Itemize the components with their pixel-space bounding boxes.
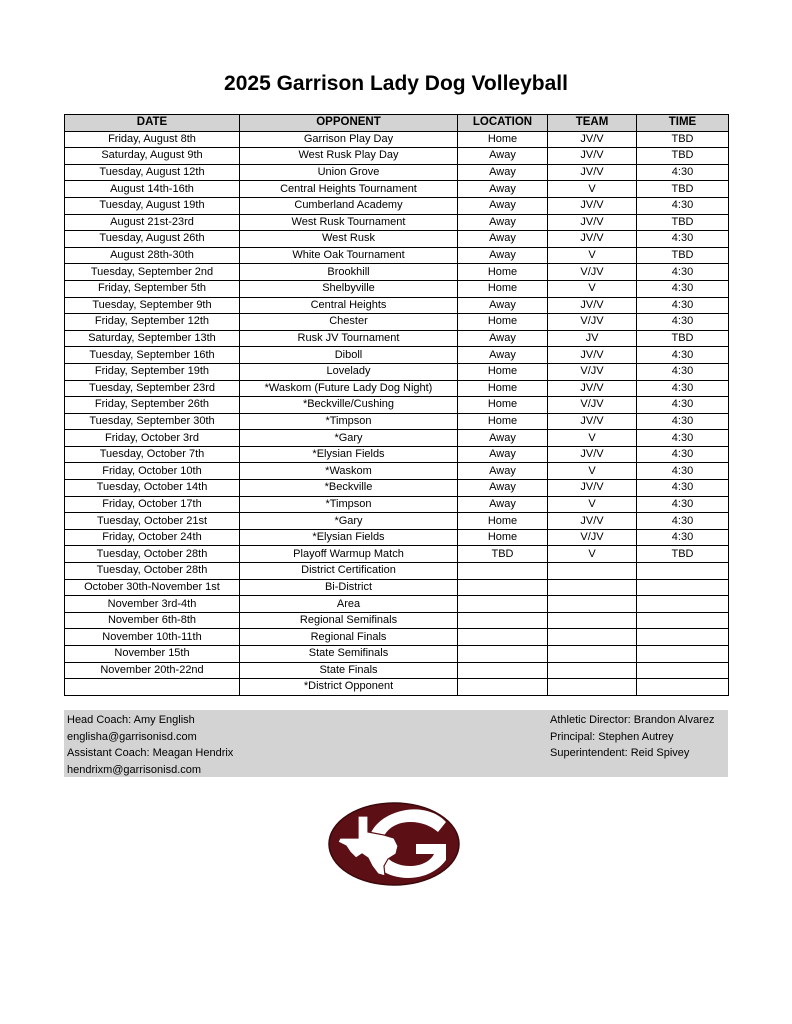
cell-opponent: *District Opponent xyxy=(240,679,458,696)
cell-location: Away xyxy=(458,463,548,480)
cell-time: 4:30 xyxy=(637,380,729,397)
cell-opponent: *Timpson xyxy=(240,496,458,513)
table-row xyxy=(65,280,729,297)
table-row xyxy=(65,297,729,314)
cell-team xyxy=(548,612,637,629)
cell-location: Away xyxy=(458,446,548,463)
cell-team: JV/V xyxy=(548,446,637,463)
table-row xyxy=(65,164,729,181)
page-title: 2025 Garrison Lady Dog Volleyball xyxy=(224,72,568,95)
table-row xyxy=(65,612,729,629)
cell-opponent: Garrison Play Day xyxy=(240,131,458,148)
cell-time xyxy=(637,579,729,596)
cell-location: Home xyxy=(458,363,548,380)
cell-team xyxy=(548,679,637,696)
cell-opponent: *Beckville xyxy=(240,480,458,497)
table-row xyxy=(65,197,729,214)
cell-time: 4:30 xyxy=(637,397,729,414)
cell-opponent: Rusk JV Tournament xyxy=(240,330,458,347)
header-row xyxy=(65,115,729,132)
cell-time: 4:30 xyxy=(637,280,729,297)
cell-opponent: *Waskom (Future Lady Dog Night) xyxy=(240,380,458,397)
cell-date: Friday, September 19th xyxy=(65,363,240,380)
cell-opponent: Shelbyville xyxy=(240,280,458,297)
cell-opponent: *Gary xyxy=(240,430,458,447)
cell-opponent: Chester xyxy=(240,314,458,331)
cell-date: Friday, September 12th xyxy=(65,314,240,331)
cell-location: Home xyxy=(458,529,548,546)
cell-team: V xyxy=(548,247,637,264)
table-row xyxy=(65,214,729,231)
cell-location xyxy=(458,662,548,679)
cell-location xyxy=(458,646,548,663)
cell-time: 4:30 xyxy=(637,513,729,530)
col-header-time: TIME xyxy=(637,115,729,132)
cell-location: Away xyxy=(458,214,548,231)
cell-team: V xyxy=(548,181,637,198)
table-row xyxy=(65,347,729,364)
cell-team: V/JV xyxy=(548,397,637,414)
cell-time: 4:30 xyxy=(637,297,729,314)
cell-date: Tuesday, September 23rd xyxy=(65,380,240,397)
cell-location: Home xyxy=(458,314,548,331)
cell-time: TBD xyxy=(637,148,729,165)
schedule-table xyxy=(64,114,729,696)
cell-opponent: *Elysian Fields xyxy=(240,446,458,463)
cell-team: V xyxy=(548,463,637,480)
cell-time: 4:30 xyxy=(637,529,729,546)
cell-time xyxy=(637,563,729,580)
cell-team xyxy=(548,596,637,613)
cell-time: 4:30 xyxy=(637,347,729,364)
cell-team xyxy=(548,662,637,679)
cell-date: Friday, October 17th xyxy=(65,496,240,513)
table-row xyxy=(65,596,729,613)
cell-location: Away xyxy=(458,330,548,347)
cell-date: August 28th-30th xyxy=(65,247,240,264)
cell-team xyxy=(548,579,637,596)
cell-date: November 15th xyxy=(65,646,240,663)
cell-time: 4:30 xyxy=(637,413,729,430)
cell-team xyxy=(548,563,637,580)
cell-time: 4:30 xyxy=(637,197,729,214)
cell-location xyxy=(458,629,548,646)
cell-opponent: West Rusk Play Day xyxy=(240,148,458,165)
table-row xyxy=(65,148,729,165)
cell-date: Saturday, August 9th xyxy=(65,148,240,165)
cell-team: JV/V xyxy=(548,513,637,530)
table-row xyxy=(65,646,729,663)
cell-time: 4:30 xyxy=(637,363,729,380)
cell-date: Tuesday, October 14th xyxy=(65,480,240,497)
cell-team: V xyxy=(548,430,637,447)
col-header-opponent: OPPONENT xyxy=(240,115,458,132)
cell-date: August 21st-23rd xyxy=(65,214,240,231)
cell-opponent: White Oak Tournament xyxy=(240,247,458,264)
cell-date: Friday, August 8th xyxy=(65,131,240,148)
athletic-director: Athletic Director: Brandon Alvarez xyxy=(550,714,715,726)
table-row xyxy=(65,496,729,513)
table-row xyxy=(65,563,729,580)
cell-location xyxy=(458,596,548,613)
cell-date: November 6th-8th xyxy=(65,612,240,629)
cell-time xyxy=(637,596,729,613)
cell-date: Tuesday, September 9th xyxy=(65,297,240,314)
cell-time: TBD xyxy=(637,247,729,264)
cell-date: Tuesday, September 2nd xyxy=(65,264,240,281)
head-coach: Head Coach: Amy English xyxy=(67,714,195,726)
cell-location: Away xyxy=(458,181,548,198)
cell-team: JV/V xyxy=(548,197,637,214)
table-row xyxy=(65,463,729,480)
table-row xyxy=(65,546,729,563)
principal: Principal: Stephen Autrey xyxy=(550,730,674,743)
cell-opponent: *Waskom xyxy=(240,463,458,480)
cell-team: V xyxy=(548,496,637,513)
cell-opponent: *Timpson xyxy=(240,413,458,430)
cell-time xyxy=(637,629,729,646)
cell-opponent: Central Heights xyxy=(240,297,458,314)
table-row xyxy=(65,413,729,430)
cell-team: V/JV xyxy=(548,314,637,331)
cell-location xyxy=(458,579,548,596)
cell-location: Away xyxy=(458,231,548,248)
cell-team: JV/V xyxy=(548,347,637,364)
cell-date: November 20th-22nd xyxy=(65,662,240,679)
cell-time: 4:30 xyxy=(637,446,729,463)
cell-team: JV xyxy=(548,330,637,347)
cell-team: JV/V xyxy=(548,413,637,430)
cell-location: Home xyxy=(458,397,548,414)
cell-location: Home xyxy=(458,380,548,397)
cell-location: TBD xyxy=(458,546,548,563)
cell-opponent: Cumberland Academy xyxy=(240,197,458,214)
cell-time: 4:30 xyxy=(637,314,729,331)
table-row xyxy=(65,397,729,414)
cell-time: TBD xyxy=(637,131,729,148)
cell-date: Tuesday, August 12th xyxy=(65,164,240,181)
assistant-coach: Assistant Coach: Meagan Hendrix xyxy=(67,747,234,759)
cell-team: JV/V xyxy=(548,380,637,397)
administration-contacts xyxy=(550,712,714,762)
cell-date: Saturday, September 13th xyxy=(65,330,240,347)
table-row xyxy=(65,662,729,679)
table-row xyxy=(65,131,729,148)
cell-date: Friday, October 24th xyxy=(65,529,240,546)
table-row xyxy=(65,629,729,646)
cell-date: Tuesday, September 30th xyxy=(65,413,240,430)
cell-date: Friday, September 26th xyxy=(65,397,240,414)
cell-location: Away xyxy=(458,247,548,264)
cell-date: November 3rd-4th xyxy=(65,596,240,613)
cell-time: TBD xyxy=(637,214,729,231)
cell-time: 4:30 xyxy=(637,264,729,281)
cell-time xyxy=(637,662,729,679)
cell-location: Home xyxy=(458,280,548,297)
col-header-location: LOCATION xyxy=(458,115,548,132)
cell-opponent: *Elysian Fields xyxy=(240,529,458,546)
cell-opponent: Regional Finals xyxy=(240,629,458,646)
cell-team: JV/V xyxy=(548,214,637,231)
cell-date: August 14th-16th xyxy=(65,181,240,198)
cell-opponent: Diboll xyxy=(240,347,458,364)
cell-date: Tuesday, August 26th xyxy=(65,231,240,248)
table-row xyxy=(65,264,729,281)
cell-location: Away xyxy=(458,164,548,181)
table-row xyxy=(65,330,729,347)
cell-date xyxy=(65,679,240,696)
cell-location: Away xyxy=(458,496,548,513)
cell-opponent: West Rusk xyxy=(240,231,458,248)
table-row xyxy=(65,314,729,331)
cell-date: Tuesday, October 28th xyxy=(65,546,240,563)
cell-location: Home xyxy=(458,131,548,148)
cell-opponent: Brookhill xyxy=(240,264,458,281)
cell-opponent: State Finals xyxy=(240,662,458,679)
col-header-team: TEAM xyxy=(548,115,637,132)
cell-team: V xyxy=(548,546,637,563)
cell-date: Friday, October 10th xyxy=(65,463,240,480)
cell-time: TBD xyxy=(637,330,729,347)
cell-opponent: Central Heights Tournament xyxy=(240,181,458,198)
cell-location xyxy=(458,612,548,629)
cell-location: Away xyxy=(458,430,548,447)
cell-location xyxy=(458,679,548,696)
garrison-g-logo-icon xyxy=(328,802,460,886)
table-row xyxy=(65,430,729,447)
superintendent: Superintendent: Reid Spivey xyxy=(550,747,690,759)
cell-time: 4:30 xyxy=(637,231,729,248)
cell-location: Away xyxy=(458,197,548,214)
cell-opponent: Area xyxy=(240,596,458,613)
cell-date: Tuesday, August 19th xyxy=(65,197,240,214)
cell-opponent: Regional Semifinals xyxy=(240,612,458,629)
cell-team: JV/V xyxy=(548,131,637,148)
cell-time: 4:30 xyxy=(637,480,729,497)
cell-date: October 30th-November 1st xyxy=(65,579,240,596)
cell-location: Home xyxy=(458,413,548,430)
cell-team: V xyxy=(548,280,637,297)
table-row xyxy=(65,181,729,198)
cell-time xyxy=(637,646,729,663)
cell-team: JV/V xyxy=(548,480,637,497)
cell-time: 4:30 xyxy=(637,430,729,447)
table-row xyxy=(65,679,729,696)
cell-date: Tuesday, October 7th xyxy=(65,446,240,463)
table-row xyxy=(65,247,729,264)
cell-date: Tuesday, October 28th xyxy=(65,563,240,580)
cell-opponent: West Rusk Tournament xyxy=(240,214,458,231)
cell-opponent: *Beckville/Cushing xyxy=(240,397,458,414)
cell-time: 4:30 xyxy=(637,164,729,181)
table-row xyxy=(65,231,729,248)
cell-date: Friday, September 5th xyxy=(65,280,240,297)
table-row xyxy=(65,446,729,463)
cell-time: TBD xyxy=(637,181,729,198)
col-header-date: DATE xyxy=(65,115,240,132)
cell-opponent: *Gary xyxy=(240,513,458,530)
cell-time xyxy=(637,679,729,696)
cell-team: JV/V xyxy=(548,148,637,165)
cell-opponent: Bi-District xyxy=(240,579,458,596)
head-coach-email: englisha@garrisonisd.com xyxy=(67,730,197,743)
cell-opponent: Union Grove xyxy=(240,164,458,181)
cell-team: JV/V xyxy=(548,297,637,314)
cell-location: Home xyxy=(458,264,548,281)
cell-date: November 10th-11th xyxy=(65,629,240,646)
cell-team xyxy=(548,629,637,646)
cell-location: Away xyxy=(458,297,548,314)
cell-team xyxy=(548,646,637,663)
cell-opponent: Playoff Warmup Match xyxy=(240,546,458,563)
table-row xyxy=(65,579,729,596)
cell-team: V/JV xyxy=(548,264,637,281)
table-row xyxy=(65,480,729,497)
footer-contacts xyxy=(64,710,728,777)
cell-date: Friday, October 3rd xyxy=(65,430,240,447)
cell-opponent: District Certification xyxy=(240,563,458,580)
assistant-coach-email: hendrixm@garrisonisd.com xyxy=(67,763,202,776)
table-row xyxy=(65,529,729,546)
cell-location: Away xyxy=(458,347,548,364)
cell-team: V/JV xyxy=(548,363,637,380)
cell-location xyxy=(458,563,548,580)
cell-team: V/JV xyxy=(548,529,637,546)
cell-opponent: State Semifinals xyxy=(240,646,458,663)
cell-time: 4:30 xyxy=(637,496,729,513)
table-row xyxy=(65,363,729,380)
cell-location: Home xyxy=(458,513,548,530)
cell-location: Away xyxy=(458,148,548,165)
cell-time: TBD xyxy=(637,546,729,563)
cell-time xyxy=(637,612,729,629)
cell-location: Away xyxy=(458,480,548,497)
cell-date: Tuesday, October 21st xyxy=(65,513,240,530)
table-row xyxy=(65,513,729,530)
cell-date: Tuesday, September 16th xyxy=(65,347,240,364)
coach-contacts xyxy=(67,712,233,778)
cell-time: 4:30 xyxy=(637,463,729,480)
table-row xyxy=(65,380,729,397)
cell-team: JV/V xyxy=(548,164,637,181)
cell-opponent: Lovelady xyxy=(240,363,458,380)
cell-team: JV/V xyxy=(548,231,637,248)
